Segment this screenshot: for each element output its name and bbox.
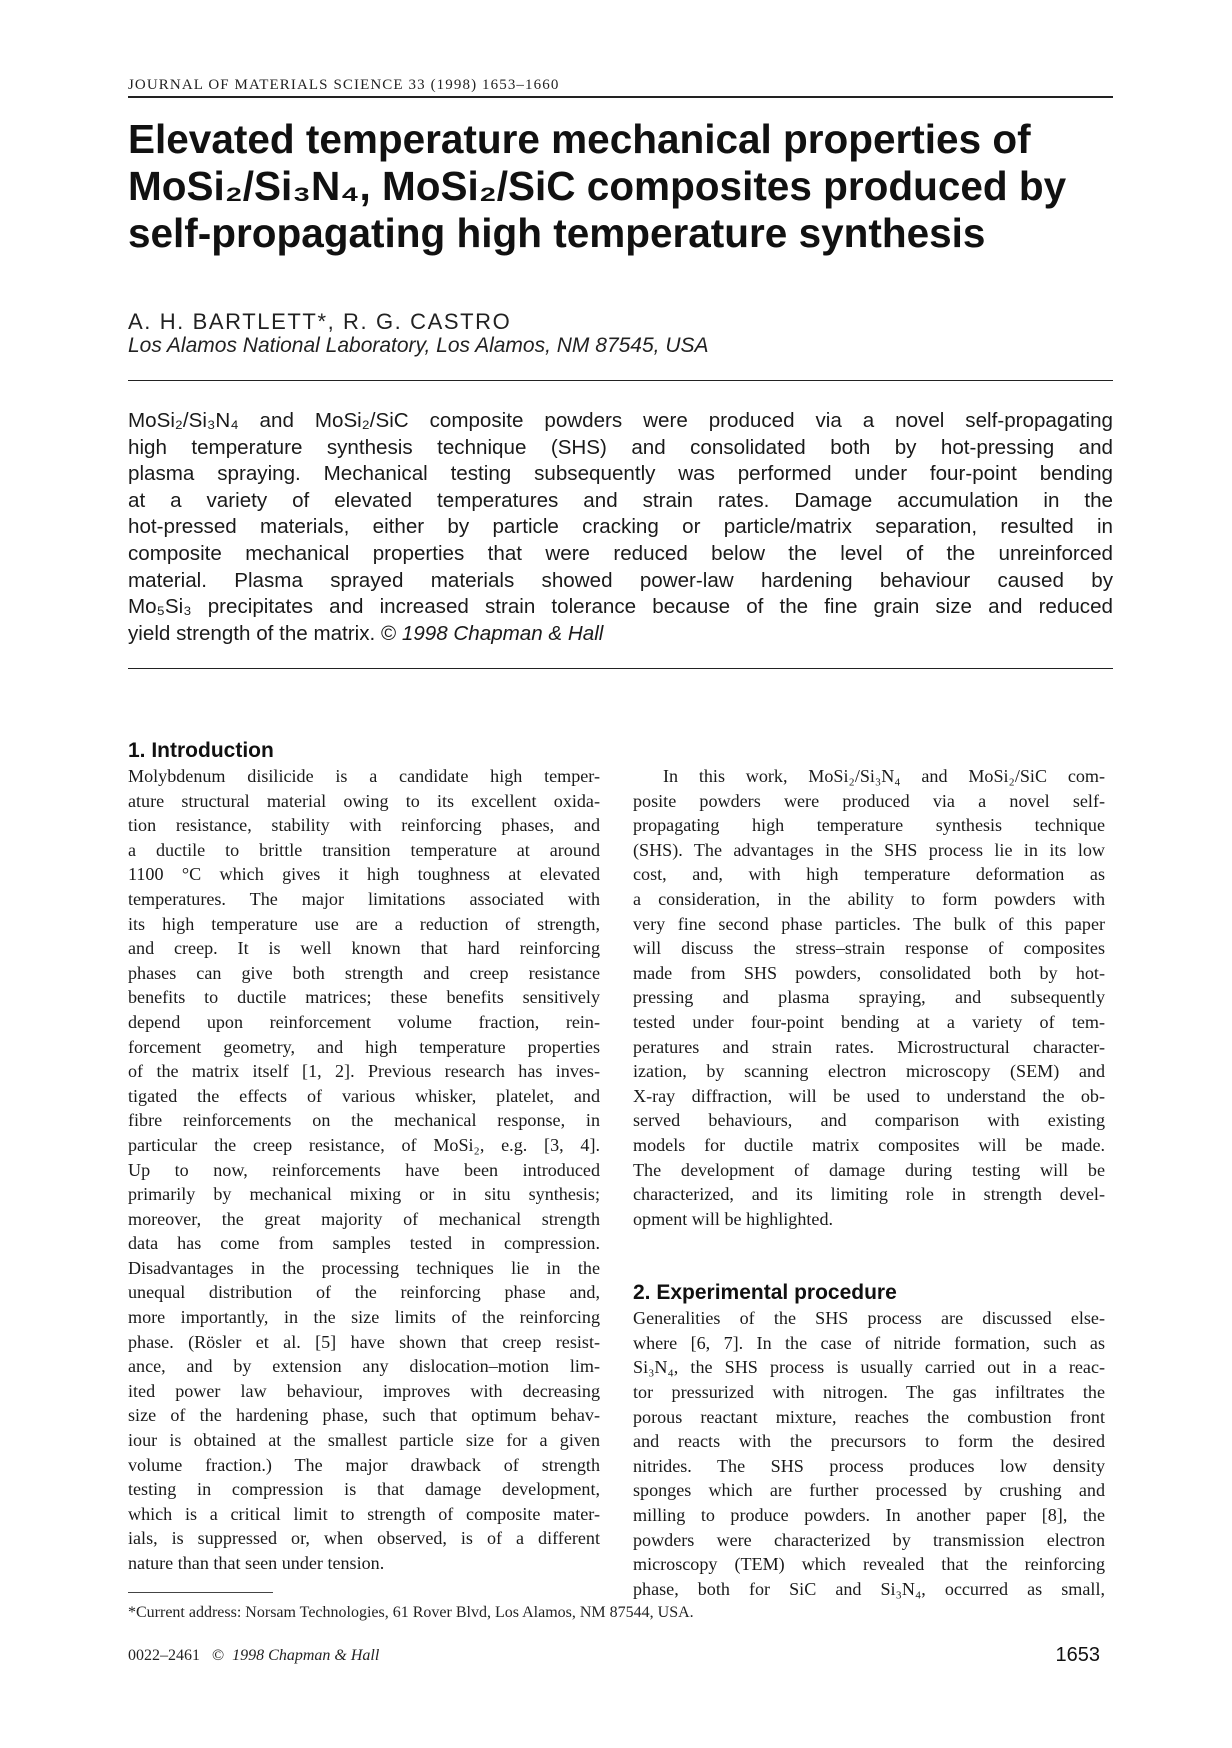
body-line: (SHS). The advantages in the SHS process lie in its low xyxy=(633,839,1105,860)
body-line: where [6, 7]. In the case of nitride formation, such as xyxy=(633,1332,1105,1353)
footer-copyright: 1998 Chapman & Hall xyxy=(232,1647,380,1664)
body-line: testing in compression is that damage development, xyxy=(128,1479,600,1500)
body-line: opment will be highlighted. xyxy=(633,1208,834,1229)
body-line: tor pressurized with nitrogen. The gas infiltrates the xyxy=(633,1382,1105,1403)
body-line: ature structural material owing to its excellent oxida- xyxy=(128,790,600,811)
body-line: powders were characterized by transmission electron xyxy=(633,1529,1105,1550)
body-line: served behaviours, and comparison with existing xyxy=(633,1110,1105,1131)
abstract-line: Mo₅Si₃ precipitates and increased strain tolerance because of the fine grain size and reduced xyxy=(128,595,1113,619)
body-line: tested under four-point bending at a variety of tem- xyxy=(633,1011,1105,1032)
footnote: *Current address: Norsam Technologies, 61 Rover Blvd, Los Alamos, NM 87544, USA. xyxy=(128,1604,694,1621)
abstract-bottom-rule xyxy=(128,668,1113,669)
body-line: posite powders were produced via a novel self- xyxy=(633,790,1105,811)
body-line: ance, and by extension any dislocation–motion lim- xyxy=(128,1356,600,1377)
body-line: data has come from samples tested in compression. xyxy=(128,1233,600,1254)
body-line: models for ductile matrix composites will be made. xyxy=(633,1134,1105,1155)
footnote-rule xyxy=(128,1592,273,1593)
issn: 0022–2461 xyxy=(128,1647,200,1664)
body-line: benefits to ductile matrices; these benefits sensitively xyxy=(128,987,600,1008)
body-line: forcement geometry, and high temperature properties xyxy=(128,1036,600,1057)
body-line: Molybdenum disilicide is a candidate high temper- xyxy=(128,766,600,786)
body-line: ited power law behaviour, improves with decreasing xyxy=(128,1380,600,1401)
abstract-copyright: 1998 Chapman & Hall xyxy=(401,621,604,645)
body-line: microscopy (TEM) which revealed that the reinforcing xyxy=(633,1554,1105,1575)
body-line: porous reactant mixture, reaches the combustion front xyxy=(633,1406,1105,1427)
body-line: ials, is suppressed or, when observed, is of a different xyxy=(128,1528,600,1549)
body-line: Generalities of the SHS process are discussed else- xyxy=(633,1308,1105,1329)
abstract-line: plasma spraying. Mechanical testing subsequently was performed under four-point bending xyxy=(128,462,1113,486)
abstract-line-last xyxy=(128,621,1113,648)
body-line: temperatures. The major limitations associated with xyxy=(128,888,600,909)
body-line: peratures and strain rates. Microstructural character- xyxy=(633,1036,1105,1057)
body-line: which is a critical limit to strength of composite mater- xyxy=(128,1503,600,1524)
journal-header: JOURNAL OF MATERIALS SCIENCE 33 (1998) 1653–1660 xyxy=(128,77,560,93)
abstract-line: material. Plasma sprayed materials showed power-law hardening behaviour caused by xyxy=(128,568,1113,592)
body-line: size of the hardening phase, such that optimum behav- xyxy=(128,1405,600,1426)
body-line: characterized, and its limiting role in strength devel- xyxy=(633,1184,1105,1205)
section-gap xyxy=(633,1231,1105,1280)
body-line: a ductile to brittle transition temperature at around xyxy=(128,839,600,860)
body-line: depend upon reinforcement volume fraction, rein- xyxy=(128,1011,600,1032)
body-line: iour is obtained at the smallest particle size for a given xyxy=(128,1430,600,1451)
body-line: will discuss the stress–strain response of composites xyxy=(633,938,1105,959)
body-line: made from SHS powders, consolidated both by hot- xyxy=(633,962,1105,983)
abstract-line: high temperature synthesis technique (SHS) and consolidated both by hot-pressing and xyxy=(128,435,1113,459)
header-rule xyxy=(128,96,1113,98)
body-line: and creep. It is well known that hard reinforcing xyxy=(128,938,600,959)
body-line: phase, both for SiC and Si₃N₄, occurred as small, xyxy=(633,1578,1105,1599)
title-line: MoSi₂/Si₃N₄, MoSi₂/SiC composites produced by xyxy=(128,163,1067,209)
body-line: Disadvantages in the processing techniques lie in the xyxy=(128,1257,600,1278)
body-line: a consideration, in the ability to form powders with xyxy=(633,888,1105,909)
body-line: 1100 °C which gives it high toughness at elevated xyxy=(128,864,600,885)
body-line: very fine second phase particles. The bulk of this paper xyxy=(633,913,1105,934)
title-line: self-propagating high temperature synthesis xyxy=(128,210,986,256)
footer-issn-copyright xyxy=(128,1647,379,1665)
body-line: nature than that seen under tension. xyxy=(128,1553,385,1573)
body-line: cost, and, with high temperature deformation as xyxy=(633,864,1105,885)
body-line: its high temperature use are a reduction of strength, xyxy=(128,913,600,934)
body-line: phases can give both strength and creep resistance xyxy=(128,962,600,983)
body-line: X-ray diffraction, will be used to understand the ob- xyxy=(633,1085,1105,1106)
body-line: Si₃N₄, the SHS process is usually carried out in a reac- xyxy=(633,1357,1105,1378)
body-line: phase. (Rösler et al. [5] have shown that creep resist- xyxy=(128,1331,600,1352)
body-line: volume fraction.) The major drawback of strength xyxy=(128,1454,600,1475)
body-line: The development of damage during testing will be xyxy=(633,1159,1105,1180)
body-line: Up to now, reinforcements have been introduced xyxy=(128,1159,600,1180)
body-line: of the matrix itself [1, 2]. Previous research has inves- xyxy=(128,1061,600,1082)
body-line: fibre reinforcements on the mechanical response, in xyxy=(128,1110,600,1131)
abstract-line: at a variety of elevated temperatures and strain rates. Damage accumulation in the xyxy=(128,488,1113,512)
left-column xyxy=(128,738,600,1576)
abstract-line: MoSi₂/Si₃N₄ and MoSi₂/SiC composite powders were produced via a novel self-propagating xyxy=(128,409,1113,432)
body-line: and reacts with the precursors to form the desired xyxy=(633,1431,1105,1452)
body-line: particular the creep resistance, of MoSi₂, e.g. [3, 4]. xyxy=(128,1134,600,1155)
article-title xyxy=(128,116,1118,257)
affiliation: Los Alamos National Laboratory, Los Alamos, NM 87545, USA xyxy=(128,334,709,357)
body-line: tigated the effects of various whisker, platelet, and xyxy=(128,1085,600,1106)
abstract-top-rule xyxy=(128,380,1113,381)
abstract xyxy=(128,408,1113,647)
body-line: sponges which are further processed by crushing and xyxy=(633,1480,1105,1501)
abstract-line: composite mechanical properties that were reduced below the level of the unreinforced xyxy=(128,541,1113,565)
title-line: Elevated temperature mechanical properties of xyxy=(128,116,1031,162)
authors: A. H. BARTLETT*, R. G. CASTRO xyxy=(128,309,512,334)
body-line: more importantly, in the size limits of the reinforcing xyxy=(128,1307,600,1328)
abstract-line: hot-pressed materials, either by particle cracking or particle/matrix separation, resulted in xyxy=(128,515,1113,539)
copyright-symbol: © xyxy=(212,1647,225,1664)
body-line: propagating high temperature synthesis technique xyxy=(633,815,1105,836)
right-column xyxy=(633,738,1105,1601)
body-line: unequal distribution of the reinforcing phase and, xyxy=(128,1282,600,1303)
section-heading-introduction: 1. Introduction xyxy=(128,739,274,762)
section-heading-experimental: 2. Experimental procedure xyxy=(633,1281,897,1305)
body-line: In this work, MoSi₂/Si₃N₄ and MoSi₂/SiC com- xyxy=(663,766,1105,786)
body-line: primarily by mechanical mixing or in situ synthesis; xyxy=(128,1184,600,1205)
body-line: nitrides. The SHS process produces low density xyxy=(633,1455,1105,1476)
body-line: tion resistance, stability with reinforcing phases, and xyxy=(128,815,600,836)
page-number: 1653 xyxy=(1055,1644,1100,1666)
body-line: pressing and plasma spraying, and subsequently xyxy=(633,987,1105,1008)
body-line: milling to produce powders. In another paper [8], the xyxy=(633,1505,1105,1526)
body-line: moreover, the great majority of mechanical strength xyxy=(128,1208,600,1229)
abstract-line: yield strength of the matrix. © xyxy=(128,621,397,645)
body-line: ization, by scanning electron microscopy (SEM) and xyxy=(633,1061,1105,1082)
